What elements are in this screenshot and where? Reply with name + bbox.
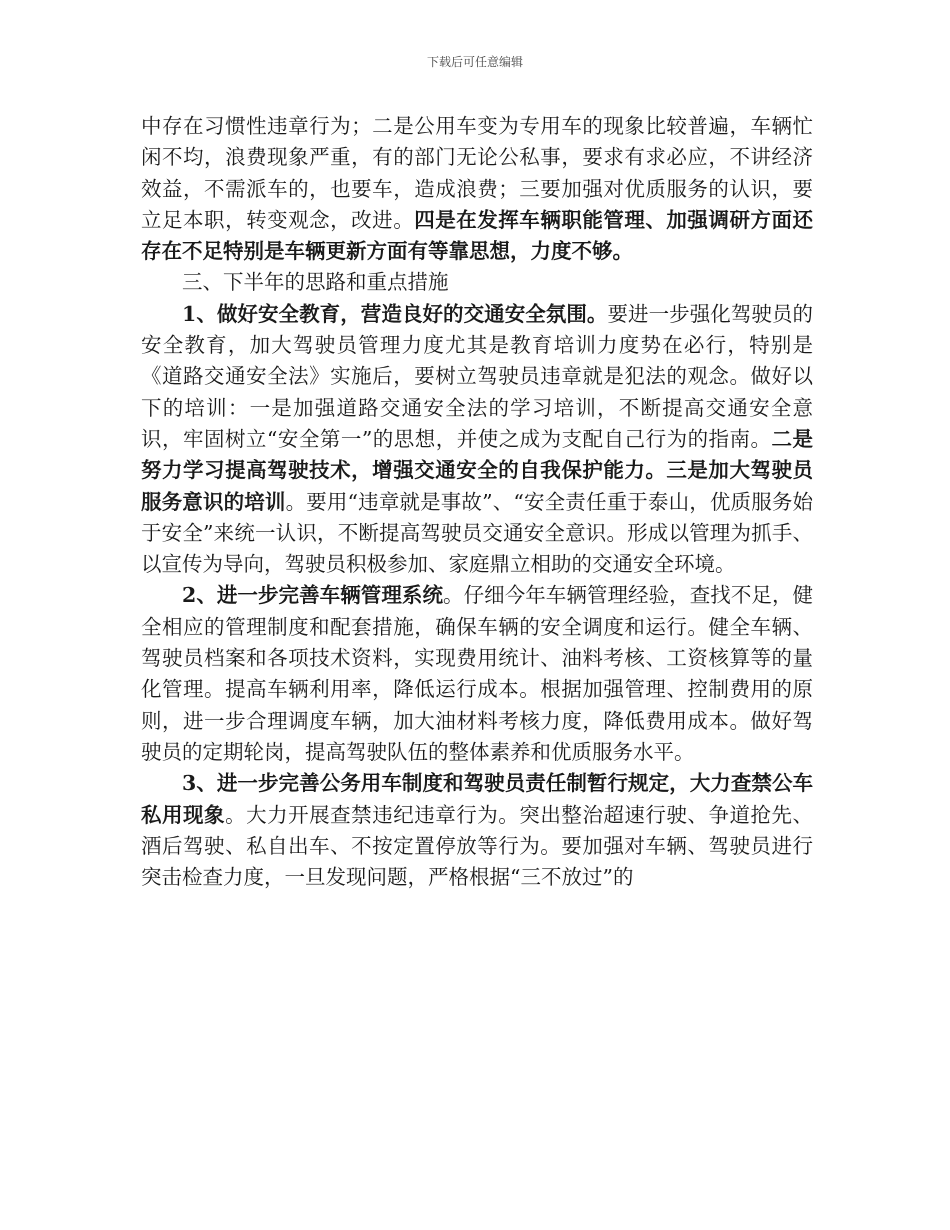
bold-text-segment: 3、进一步完善公务用车制度和驾驶员责任制暂行规定，大力查禁公车私用现象	[141, 771, 813, 827]
text-segment: 。仔细今年车辆管理经验，查找不足，健全相应的管理制度和配套措施，确保车辆的安全调度和运行。健全车辆、驾驶员档案和各项技术资料，实现费用统计、油料考核、工资核算等的量化管理。提高车辆利用率，降低运行成本。根据加强管理、控制费用的原则，进一步合理调度车辆，加大油材料考核力度，降低费用成本。做好驾驶员的定期轮岗，提高驾驶队伍的整体素养和优质服务水平。	[141, 583, 813, 764]
bold-text-segment: 四是在发挥车辆职能管理、加强调研方面还存在不足特别是车辆更新方面有等靠思想，力度不够。	[141, 207, 814, 264]
paragraph-item-2	[141, 580, 813, 768]
paragraph-item-3	[141, 768, 813, 893]
text-segment: 。要用“违章就是事故”、“安全责任重于泰山，优质服务始于安全”来统一认识，不断提高驾驶员交通安全意识。形成以管理为抓手、以宣传为导向，驾驶员积极参加、家庭鼎立相助的交通安全环境。	[141, 489, 813, 577]
text-segment: 。大力开展查禁违纪违章行为。突出整治超速行驶、争道抢先、酒后驾驶、私自出车、不按定置停放等行为。要加强对车辆、驾驶员进行突击检查力度，一旦发现问题，严格根据“三不放过”的	[141, 802, 814, 890]
bold-text-segment: 2、进一步完善车辆管理系统	[182, 583, 444, 608]
bold-text-segment: 二是努力学习提高驾驶技术，增强交通安全的自我保护能力。三是加大驾驶员服务意识的培训	[141, 426, 814, 514]
bold-text-segment: 1、做好安全教育，营造良好的交通安全氛围。	[182, 301, 608, 326]
paragraph-continuation	[141, 111, 813, 267]
text-segment: 中存在习惯性违章行为；二是公用车变为专用车的现象比较普遍，车辆忙闲不均，浪费现象严重，有的部门无论公私事，要求有求必应，不讲经济效益，不需派车的，也要车，造成浪费；三要加强对优质服务的认识，要立足本职，转变观念，改进。	[141, 114, 813, 232]
document-body	[141, 111, 813, 893]
text-segment: 要进一步强化驾驶员的安全教育，加大驾驶员管理力度尤其是教育培训力度势在必行，特别是《道路交通安全法》实施后，要树立驾驶员违章就是犯法的观念。做好以下的培训：一是加强道路交通安全法的学习培训，不断提高交通安全意识，牢固树立“安全第一”的思想，并使之成为支配自己行为的指南。	[141, 301, 814, 451]
section-heading	[141, 267, 813, 298]
page-header: 下载后可任意编辑	[426, 55, 523, 69]
paragraph-item-1	[141, 299, 813, 581]
text-segment: 三、下半年的思路和重点措施	[182, 270, 449, 295]
